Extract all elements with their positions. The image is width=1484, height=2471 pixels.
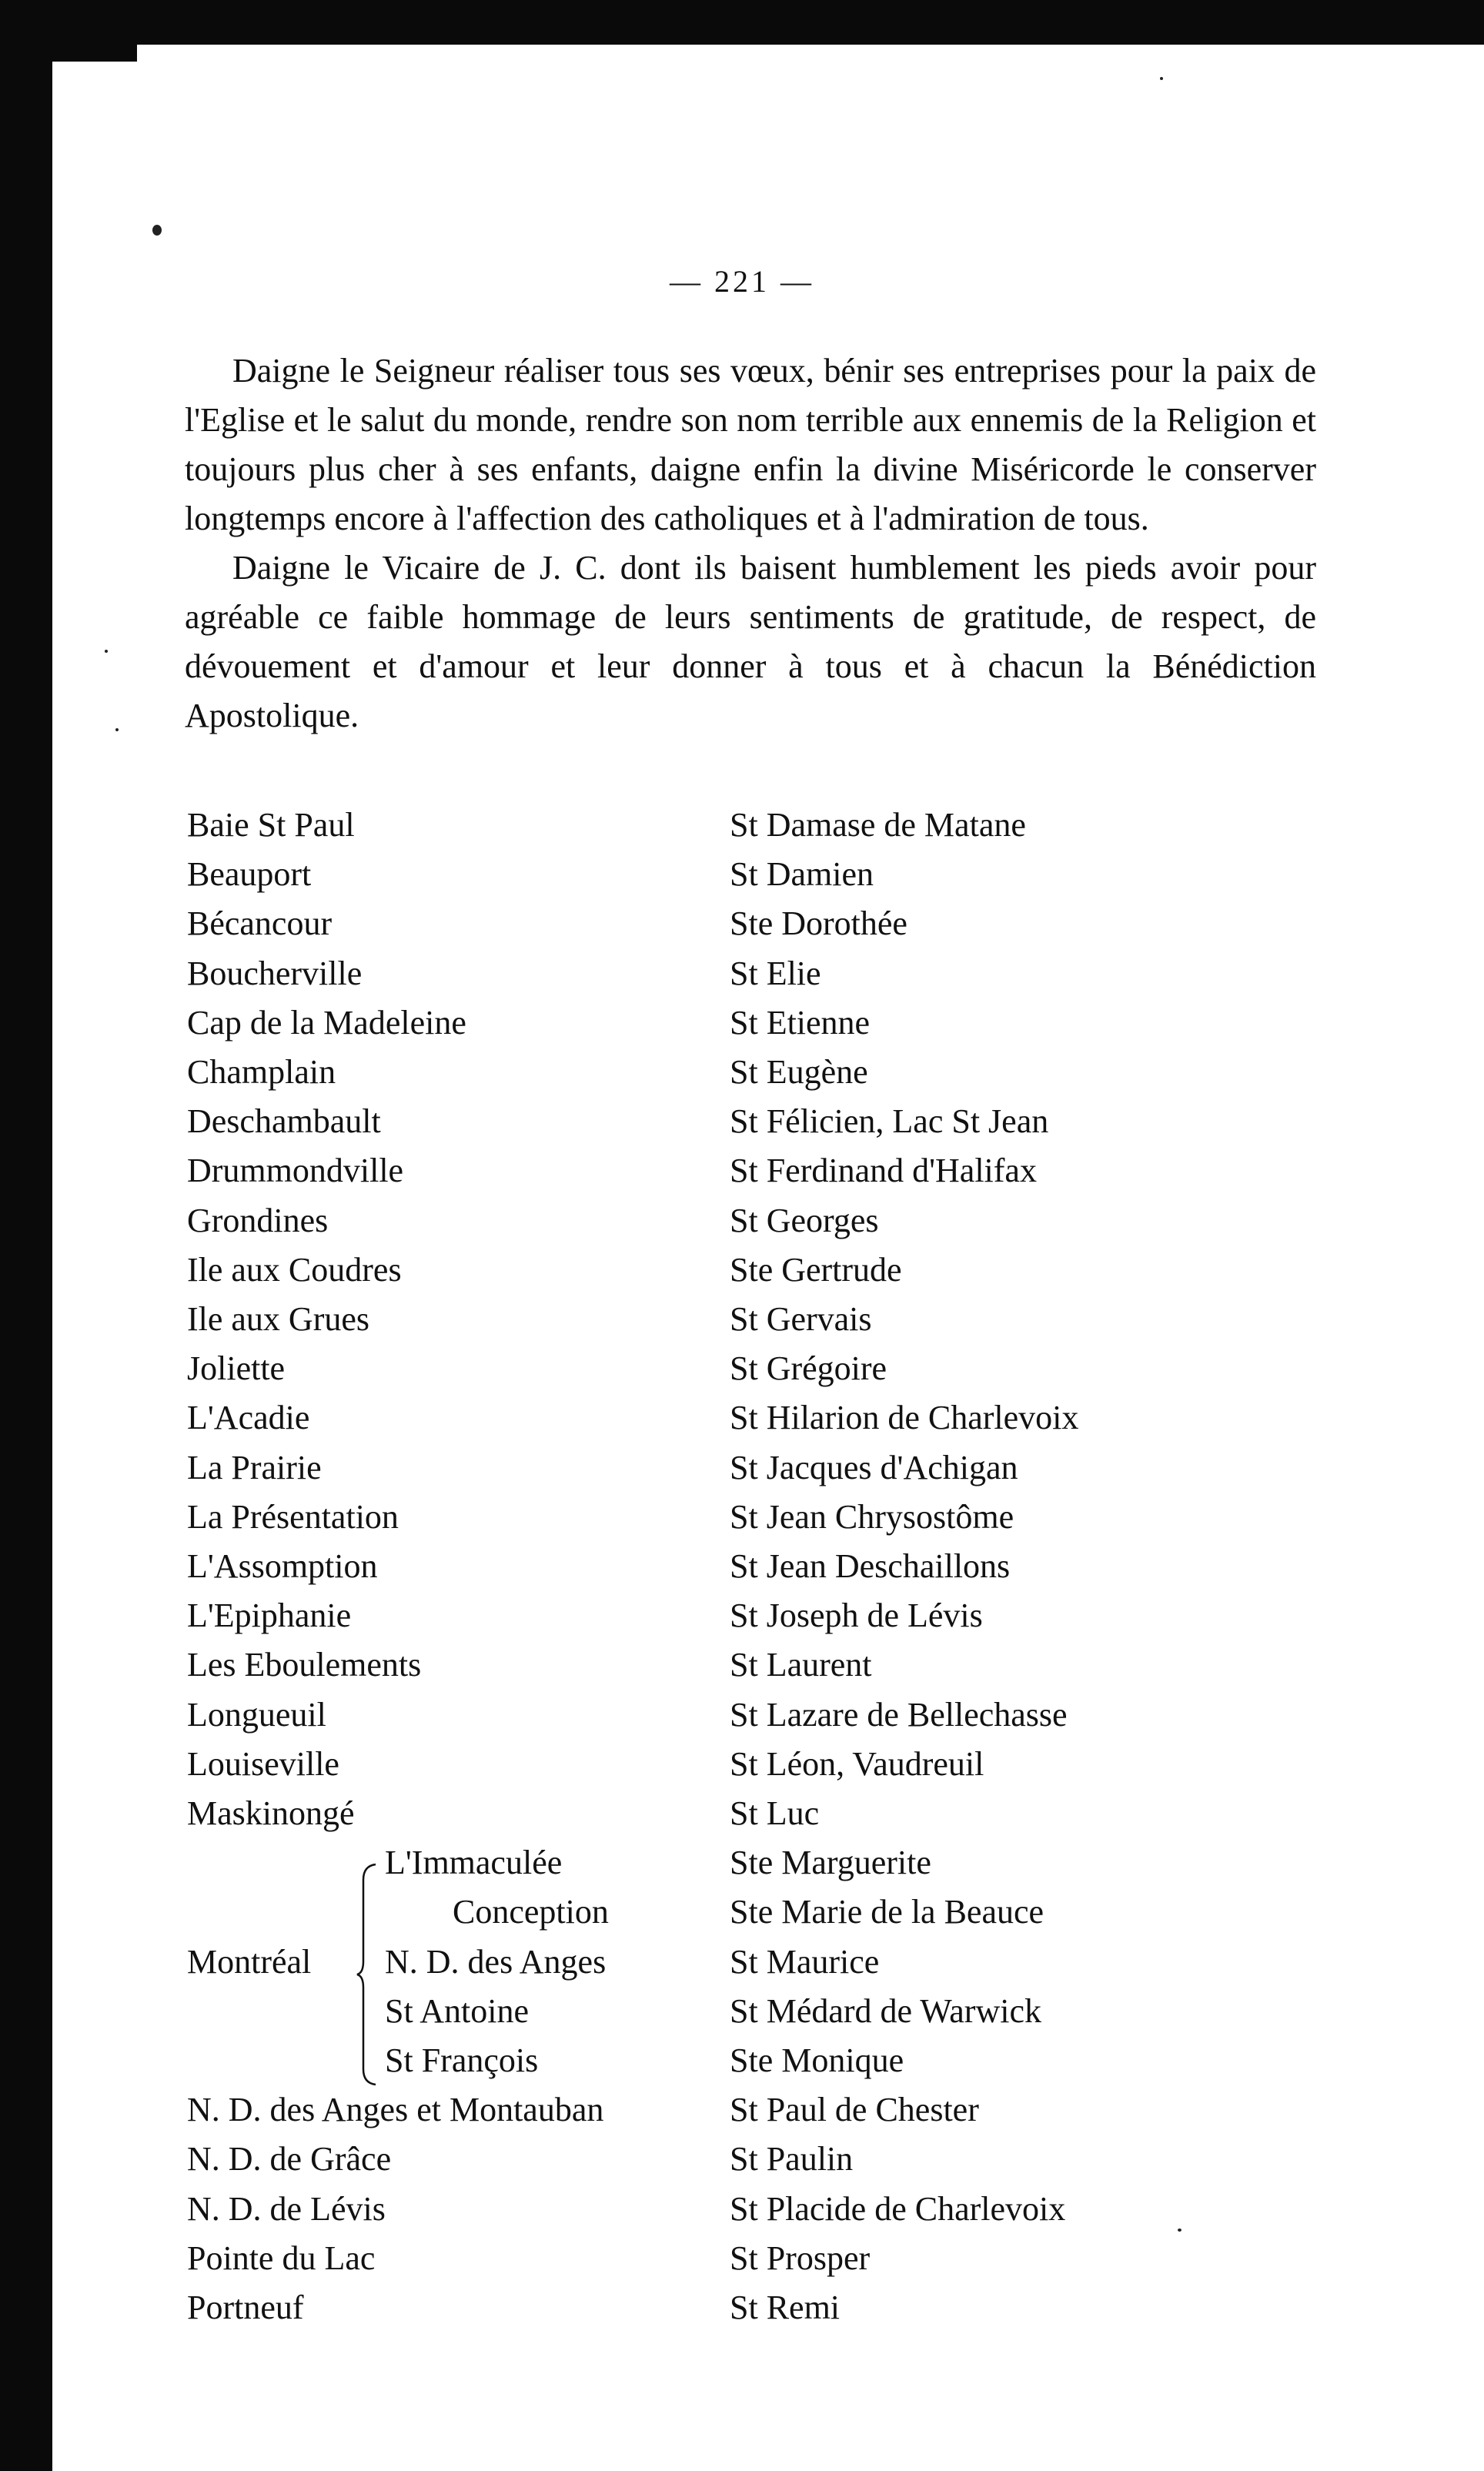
- parish-right: St Paulin: [730, 2140, 854, 2178]
- parish-right: St Jean Deschaillons: [730, 1547, 1011, 1585]
- parish-left: La Présentation: [187, 1498, 399, 1536]
- parish-left: Baie St Paul: [187, 806, 355, 844]
- parish-left: Grondines: [187, 1202, 329, 1239]
- parish-right: St Hilarion de Charlevoix: [730, 1399, 1079, 1436]
- parish-right: St Médard de Warwick: [730, 1992, 1041, 2030]
- paragraph-vicar: Daigne le Vicaire de J. C. dont ils baisent humblement les pieds avoir pour agréable ce faible hommage de leurs sentiments de gratitude, de respect, de dévouement et d'amour et leur donner à tous et à chacun la Bénédiction Apostolique.: [185, 549, 1316, 734]
- scan-border-top: [0, 0, 1484, 45]
- parish-right: St Gervais: [730, 1300, 872, 1338]
- parish-right: St Laurent: [730, 1646, 872, 1684]
- parish-right: Ste Marie de la Beauce: [730, 1893, 1044, 1931]
- page-number: — 221 —: [670, 264, 814, 299]
- parish-left: Beauport: [187, 855, 312, 893]
- parish-right: St Damase de Matane: [730, 806, 1026, 844]
- parish-left: Deschambault: [187, 1102, 381, 1140]
- montreal-label: Montréal: [187, 1943, 312, 1981]
- parish-left: L'Assomption: [187, 1547, 378, 1585]
- parish-left: Bécancour: [187, 904, 333, 942]
- ink-speck: [1160, 77, 1163, 80]
- montreal-parish: N. D. des Anges: [385, 1943, 607, 1981]
- montreal-parish: L'Immaculée: [385, 1844, 563, 1881]
- ink-speck: [152, 225, 162, 236]
- parish-right: St Etienne: [730, 1004, 871, 1042]
- parish-right: St Placide de Charlevoix: [730, 2190, 1066, 2228]
- parish-right: St Jean Chrysostôme: [730, 1498, 1014, 1536]
- parish-right: St Remi: [730, 2289, 841, 2326]
- ink-speck: [115, 728, 119, 731]
- parish-left: Louiseville: [187, 1745, 339, 1783]
- parish-right: St Damien: [730, 855, 874, 893]
- parish-right: St Eugène: [730, 1053, 868, 1091]
- parish-right: St Elie: [730, 955, 821, 992]
- parish-right: St Ferdinand d'Halifax: [730, 1152, 1037, 1189]
- parish-right: Ste Gertrude: [730, 1251, 902, 1289]
- body-text: [185, 346, 1316, 741]
- parish-left: L'Acadie: [187, 1399, 310, 1436]
- parish-right: Ste Monique: [730, 2041, 904, 2079]
- parish-left: N. D. de Grâce: [187, 2140, 392, 2178]
- parish-right: St Joseph de Lévis: [730, 1597, 983, 1634]
- parish-right: St Jacques d'Achigan: [730, 1449, 1018, 1486]
- ink-speck: [1178, 2229, 1182, 2232]
- parish-right: St Luc: [730, 1794, 820, 1832]
- parish-left: Pointe du Lac: [187, 2239, 376, 2277]
- parish-left: Drummondville: [187, 1152, 404, 1189]
- montreal-parish: St François: [385, 2041, 539, 2079]
- paragraph-blessing: Daigne le Seigneur réaliser tous ses vœux, bénir ses entreprises pour la paix de l'Eglise et le salut du monde, rendre son nom terrible aux ennemis de la Religion et toujours plus cher à ses enfants, daigne enfin la divine Miséricorde le conserver longtemps encore à l'affection des catholiques et à l'admiration de tous.: [185, 352, 1316, 537]
- parish-left: N. D. des Anges et Montauban: [187, 2091, 604, 2128]
- parish-left: Boucherville: [187, 955, 363, 992]
- parish-left: Champlain: [187, 1053, 336, 1091]
- parish-left: Longueuil: [187, 1696, 326, 1734]
- parish-left: La Prairie: [187, 1449, 322, 1486]
- parish-left: N. D. de Lévis: [187, 2190, 386, 2228]
- parish-right: St Paul de Chester: [730, 2091, 979, 2128]
- parish-left: Cap de la Madeleine: [187, 1004, 466, 1042]
- montreal-parish: Conception: [453, 1893, 609, 1931]
- scan-border-notch: [52, 45, 137, 62]
- parish-right: St Prosper: [730, 2239, 871, 2277]
- parish-left: Joliette: [187, 1349, 286, 1387]
- parish-right: St Lazare de Bellechasse: [730, 1696, 1068, 1734]
- scan-border-left: [0, 0, 52, 2471]
- parish-right: St Félicien, Lac St Jean: [730, 1102, 1049, 1140]
- parish-right: St Léon, Vaudreuil: [730, 1745, 984, 1783]
- parish-left: Maskinongé: [187, 1794, 355, 1832]
- parish-right: St Georges: [730, 1202, 879, 1239]
- parish-left: Ile aux Coudres: [187, 1251, 402, 1289]
- parish-left: Portneuf: [187, 2289, 304, 2326]
- parish-right: St Grégoire: [730, 1349, 887, 1387]
- parish-right: St Maurice: [730, 1943, 880, 1981]
- parish-right: Ste Marguerite: [730, 1844, 931, 1881]
- parish-right: Ste Dorothée: [730, 904, 907, 942]
- montreal-brace: [356, 1863, 377, 2086]
- parish-left: L'Epiphanie: [187, 1597, 352, 1634]
- parish-left: Les Eboulements: [187, 1646, 422, 1684]
- montreal-parish: St Antoine: [385, 1992, 530, 2030]
- ink-speck: [105, 650, 108, 653]
- parish-left: Ile aux Grues: [187, 1300, 370, 1338]
